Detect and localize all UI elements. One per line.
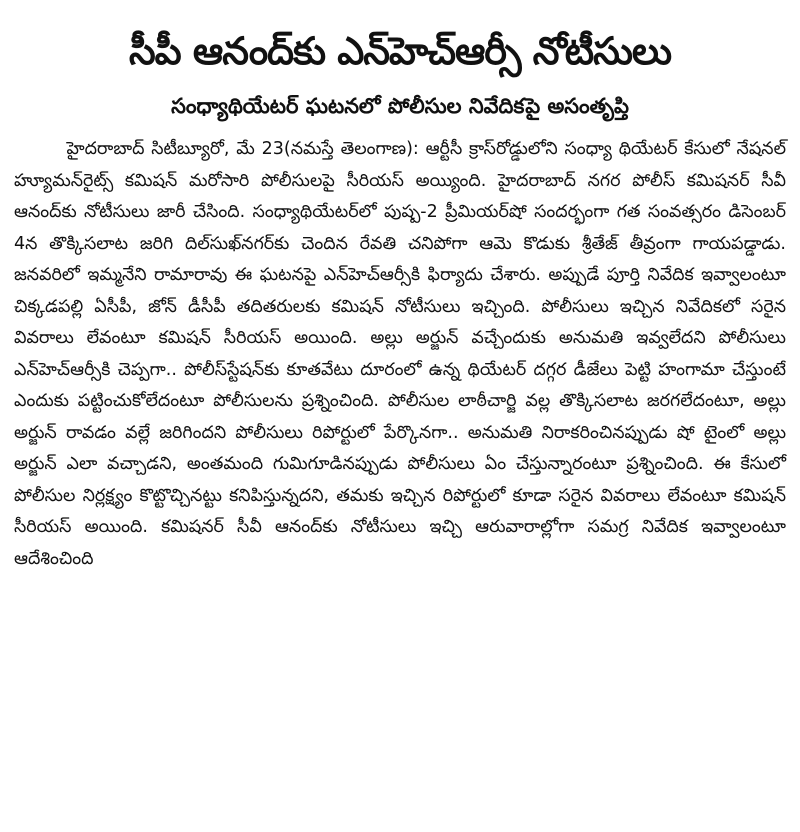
headline: సీపీ ఆనంద్‌కు ఎన్‌హెచ్‌ఆర్సీ నోటీసులు	[128, 29, 671, 73]
article-body: హైదరాబాద్ సిటీబ్యూరో, మే 23(నమస్తే తెలంగాణ): ఆర్టీసీ క్రాస్‌రోడ్డులోని సంధ్యా థియేటర్ కేసులో నేషనల్ హ్యూమన్‌రైట్స్ కమిషన్ మరోసారి పోలీసులపై సీరియస్ అయ్యింది. హైదరాబాద్ నగర పోలీస్ కమిషనర్ సీవీ ఆనంద్‌కు నోటీసులు జారీ చేసింది. సంధ్యాథియేటర్‌లో పుష్ప-2 ప్రీమియర్‌షో సందర్భంగా గత సంవత్సరం డిసెంబర్ 4న తొక్కిసలాట జరిగి దిల్‌సుఖ్‌నగర్‌కు చెందిన రేవతి చనిపోగా ఆమె కొడుకు శ్రీతేజ్ తీవ్రంగా గాయపడ్డాడు. జనవరిలో ఇమ్మనేని రామారావు ఈ ఘటనపై ఎన్‌హెచ్‌ఆర్సీకి ఫిర్యాదు చేశారు. అప్పుడే పూర్తి నివేదిక ఇవ్వాలంటూ చిక్కడపల్లి ఏసీపీ, జోన్ డీసీపీ తదితరులకు కమిషన్ నోటీసులు ఇచ్చింది. పోలీసులు ఇచ్చిన నివేదికలో సరైన వివరాలు లేవంటూ కమిషన్ సీరియస్ అయింది. అల్లు అర్జున్ వచ్చేందుకు అనుమతి ఇవ్వలేదని పోలీసులు ఎన్‌హెచ్‌ఆర్సీకి చెప్పగా.. పోలీస్‌స్టేషన్‌కు కూతవేటు దూరంలో ఉన్న థియేటర్ దగ్గర డీజేలు పెట్టి హంగామా చేస్తుంటే ఎందుకు పట్టించుకోలేదంటూ పోలీసులను ప్రశ్నించింది. పోలీసుల లాఠీచార్జి వల్ల తొక్కిసలాట జరగలేదంటూ, అల్లు అర్జున్ రావడం వల్లే జరిగిందని పోలీసులు రిపోర్టులో పేర్కొనగా.. అనుమతి నిరాకరించినప్పుడు షో టైంలో అల్లు అర్జున్ ఎలా వచ్చాడని, అంతమంది గుమిగూడినప్పుడు పోలీసులు ఏం చేస్తున్నారంటూ ప్రశ్నించింది. ఈ కేసులో పోలీసుల నిర్లక్ష్యం కొట్టొచ్చినట్టు కనిపిస్తున్నదని, తమకు ఇచ్చిన రిపోర్టులో కూడా సరైన వివరాలు లేవంటూ కమిషన్ సీరియస్ అయింది. కమిషనర్ సీవీ ఆనంద్‌కు నోటీసులు ఇచ్చి ఆరువారాల్లోగా సమగ్ర నివేదిక ఇవ్వాలంటూ ఆదేశించింది	[14, 139, 786, 569]
subheadline: సంధ్యాథియేటర్ ఘటనలో పోలీసుల నివేదికపై అసంతృప్తి	[171, 94, 629, 118]
